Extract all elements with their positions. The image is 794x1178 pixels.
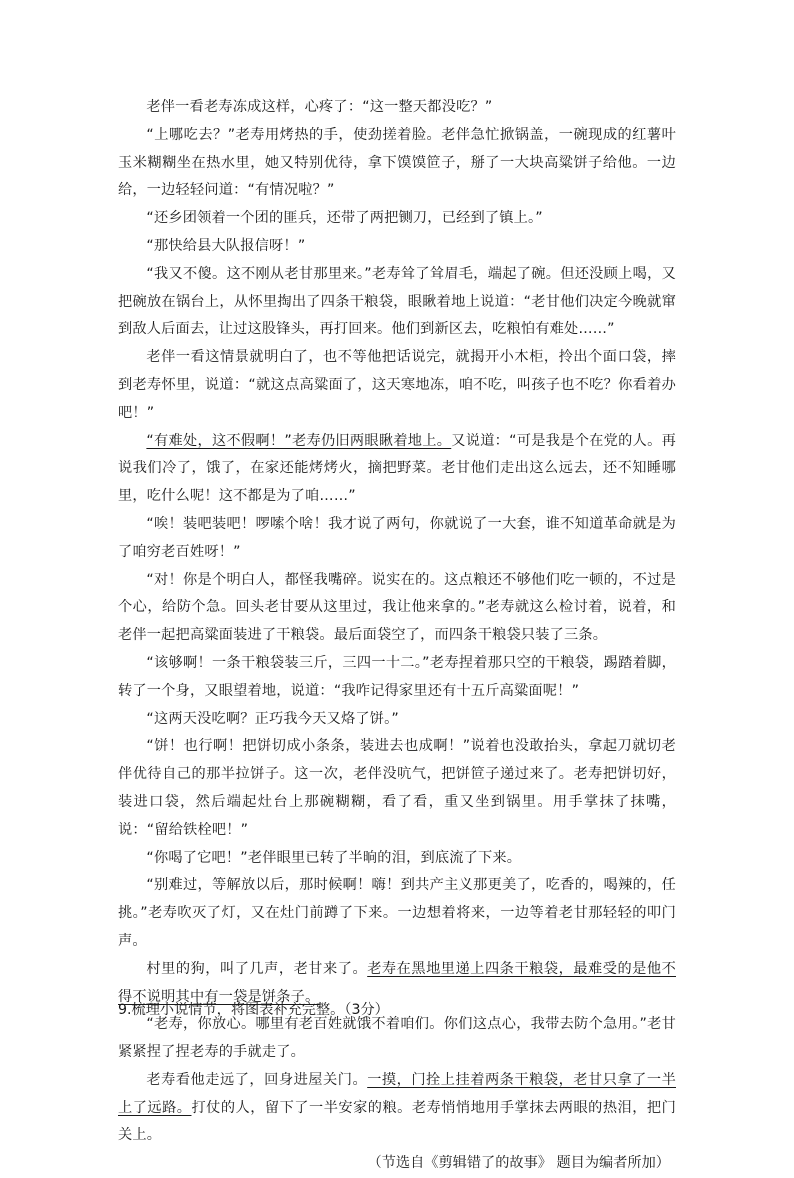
story-paragraph (118, 205, 676, 233)
paragraph-text: 老伴一看这情景就明白了，也不等他把话说完，就揭开小木柜，拎出个面口袋，摔到老寿怀里，说道：“就这点高粱面了，这天寒地冻，咱不吃，叫孩子也不吃？你看着办吧！” (118, 349, 676, 421)
paragraph-text: 老寿看他走远了，回身进屋关门。 (146, 1071, 368, 1088)
story-paragraph (118, 428, 676, 511)
story-paragraph (118, 706, 676, 734)
paragraph-text: “饼！也行啊！把饼切成小条条，装进去也成啊！”说着也没敢抬头，拿起刀就切老伴优待自己的那半拉饼子。这一次，老伴没吭气，把饼笸子递过来了。老寿把饼切好，装进口袋，然后端起灶台上那碗糊糊，看了看，重又坐到锅里。用手掌抹了抹嘴，说：“留给铁栓吧！” (118, 738, 676, 838)
source-note: （节选自《剪辑错了的故事》 题目为编者所加） (367, 1155, 670, 1172)
story-paragraph (118, 344, 676, 427)
paragraph-text: “老寿，你放心。哪里有老百姓就饿不着咱们。你们这点心，我带去防个急用。”老甘紧紧捏了捏老寿的手就走了。 (118, 1016, 676, 1061)
question-9: 9.梳理小说情节，将图表补充完整。（3分） (118, 1002, 389, 1018)
story-paragraph (118, 872, 676, 955)
paragraph-text: “这两天没吃啊？正巧我今天又烙了饼。” (146, 710, 399, 727)
story-paragraph (118, 233, 676, 261)
story-paragraph (118, 567, 676, 650)
paragraph-text: 打仗的人，留下了一半安家的粮。老寿悄悄地用手掌抹去两眼的热泪，把门关上。 (118, 1099, 676, 1144)
underlined-sentence: 老寿在黑地里递上四条干粮袋，最难受的是他不得不说明其中有一袋是饼条子。 (118, 960, 676, 1005)
paragraph-text: “对！你是个明白人，都怪我嘴碎。说实在的。这点粮还不够他们吃一顿的，不过是个心，给防个急。回头老甘要从这里过，我让他来拿的。”老寿就这么检讨着，说着，和老伴一起把高粱面装进了干粮袋。最后面袋空了，而四条干粮袋只装了三条。 (118, 571, 676, 644)
story-paragraph (118, 650, 676, 706)
paragraph-text: “我又不傻。这不刚从老甘那里来。”老寿耸了耸眉毛，端起了碗。但还没顾上喝，又把碗放在锅台上，从怀里掏出了四条干粮袋，眼瞅着地上说道：“老甘他们决定今晚就窜到敌人后面去，让过这股锋头，再打回来。他们到新区去，吃粮怕有难处……” (118, 265, 676, 338)
paragraph-text: “还乡团领着一个团的匪兵，还带了两把铡刀，已经到了镇上。” (146, 210, 543, 227)
story-paragraph (118, 261, 676, 344)
story-paragraph (118, 122, 676, 205)
underlined-sentence: “有难处，这不假啊！”老寿仍旧两眼瞅着地上。 (146, 432, 452, 449)
paragraph-text: “别难过，等解放以后，那时候啊！嗨！到共产主义那更美了，吃香的，喝辣的，任挑。”老寿吹灭了灯，又在灶门前蹲了下来。一边想着将来，一边等着老甘那轻轻的叩门声。 (118, 877, 676, 949)
paragraph-text: 老伴一看老寿冻成这样，心疼了：“这一整天都没吃？” (146, 99, 493, 115)
story-paragraph (118, 845, 676, 873)
story-paragraph (118, 511, 676, 567)
paragraph-text: “该够啊！一条干粮袋装三斤，三四一十二。”老寿捏着那只空的干粮袋，踢踏着脚，转了一个身，又眼望着地，说道：“我咋记得家里还有十五斤高粱面呢！” (118, 654, 676, 699)
paragraph-text: 村里的狗，叫了几声，老甘来了。 (146, 960, 368, 977)
paragraph-text: “唉！装吧装吧！啰嗦个啥！我才说了两句，你就说了一大套，谁不知道革命就是为了咱穷老百姓呀！” (118, 515, 676, 560)
story-paragraph (118, 733, 676, 844)
paragraph-text: “上哪吃去？”老寿用烤热的手，使劲搓着脸。老伴急忙掀锅盖，一碗现成的红薯叶玉米糊糊坐在热水里，她又特别优待，拿下馍馍笸子，掰了一大块高粱饼子给他。一边给，一边轻轻问道：“有情况啦？” (118, 126, 676, 199)
paragraph-text: 又说道：“可是我是个在党的人。再说我们冷了，饿了，在家还能烤烤火，摘把野菜。老甘他们走出这么远去，还不知睡哪里，吃什么呢！这不都是为了咱……” (118, 432, 676, 505)
paragraph-text: “你喝了它吧！”老伴眼里已转了半晌的泪，到底流了下来。 (146, 849, 522, 866)
paragraph-text: “那快给县大队报信呀！” (146, 237, 306, 254)
story-paragraph (118, 94, 676, 122)
underlined-sentence: 一摸，门拴上挂着两条干粮袋，老甘只拿了一半上了远路。 (118, 1071, 676, 1116)
story-paragraph (118, 1067, 676, 1150)
